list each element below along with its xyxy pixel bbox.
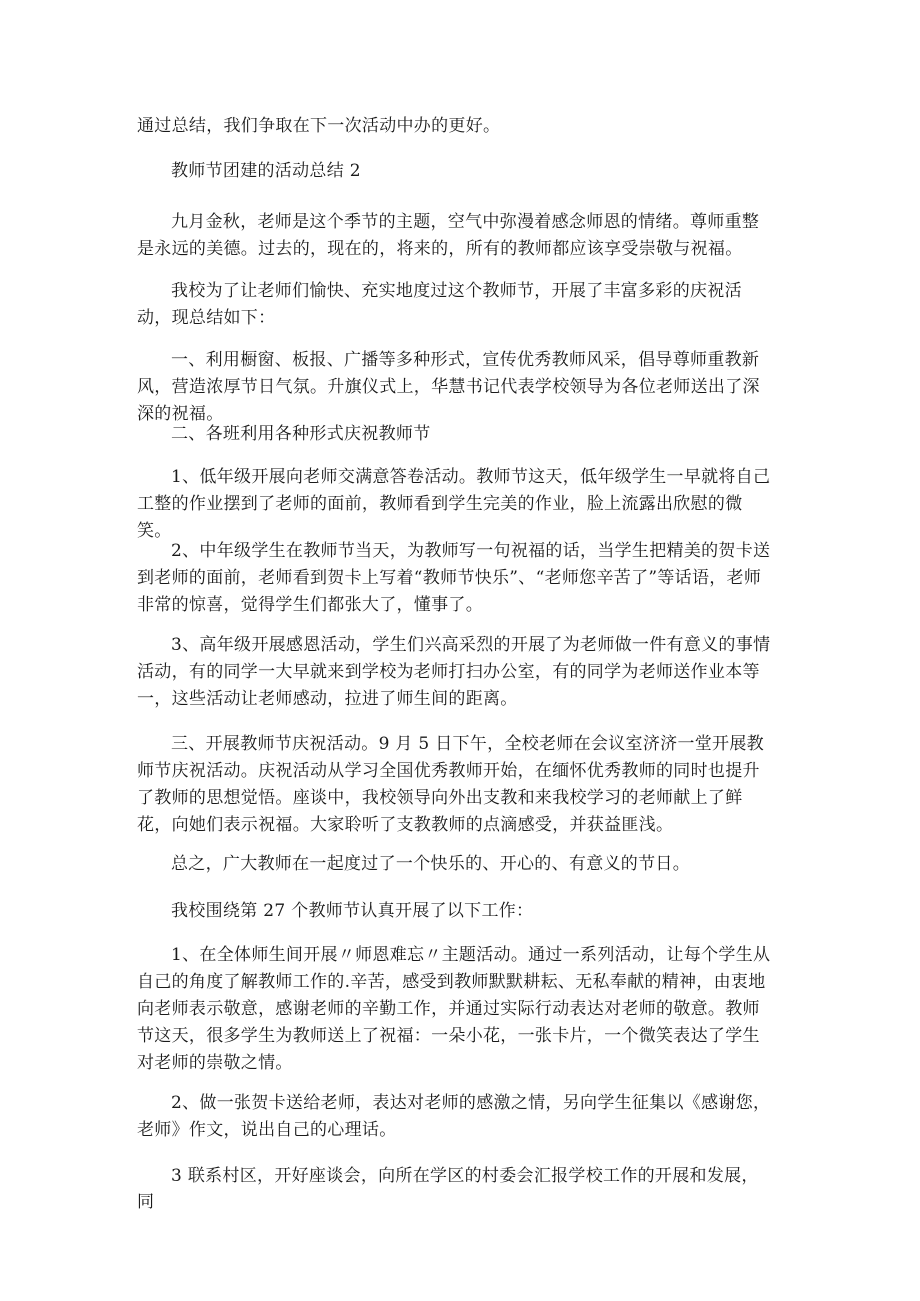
paragraph-grade-middle: 2、中年级学生在教师节当天，为教师写一句祝福的话，当学生把精美的贺卡送到老师的面前，老师看到贺卡上写着“教师节快乐”、“老师您辛苦了”等话语，老师非常的惊喜，觉得学生们都张大了，懂事了。: [137, 541, 771, 615]
paragraph-grade-low: 1、低年级开展向老师交满意答卷活动。教师节这天，低年级学生一早就将自己工整的作业摆到了老师的面前，教师看到学生完美的作业，脸上流露出欣慰的微笑。: [137, 467, 771, 541]
paragraph-grade-high: 3、高年级开展感恩活动，学生们兴高采烈的开展了为老师做一件有意义的事情活动，有的同学一大早就来到学校为老师打扫办公室，有的同学为老师送作业本等一，这些活动让老师感动，拉进了师生间的距离。: [137, 635, 771, 709]
section-heading: 教师节团建的活动总结 2: [171, 161, 361, 181]
paragraph-conclusion: 总之，广大教师在一起度过了一个快乐的、开心的、有意义的节日。: [171, 854, 690, 874]
paragraph-intro: 九月金秋，老师是这个季节的主题，空气中弥漫着感念师恩的情绪。尊师重整是永远的美德。过去的，现在的，将来的，所有的教师都应该享受崇敬与祝福。: [137, 212, 760, 259]
paragraph-item-three: 三、开展教师节庆祝活动。9 月 5 日下午，全校老师在会议室济济一堂开展教师节庆祝活动。庆祝活动从学习全国优秀教师开始，在缅怀优秀教师的同时也提升了教师的思想觉悟。座谈中，我校领导向外出支教和来我校学习的老师献上了鲜花，向她们表示祝福。大家聆听了支教教师的点滴感受，并获益匪浅。: [137, 734, 764, 835]
paragraph-summary-lead: 我校为了让老师们愉快、充实地度过这个教师节，开展了丰富多彩的庆祝活动，现总结如下：: [137, 281, 742, 328]
paragraph-work-three: 3 联系村区，开好座谈会，向所在学区的村委会汇报学校工作的开展和发展，同: [137, 1166, 759, 1212]
paragraph-item-one: 一、利用橱窗、板报、广播等多种形式，宣传优秀教师风采，倡导尊师重教新风，营造浓厚节日气氛。升旗仪式上，华慧书记代表学校领导为各位老师送出了深深的祝福。: [137, 350, 760, 424]
paragraph-work-intro: 我校围绕第 27 个教师节认真开展了以下工作：: [171, 901, 534, 921]
paragraph-item-two-heading: 二、各班利用各种形式庆祝教师节: [171, 424, 431, 444]
paragraph-closing-line: 通过总结，我们争取在下一次活动中办的更好。: [137, 116, 501, 136]
paragraph-work-one: 1、在全体师生间开展〃师恩难忘〃主题活动。通过一系列活动，让每个学生从自己的角度了解教师工作的.辛苦，感受到教师默默耕耘、无私奉献的精神，由衷地向老师表示敬意，感谢老师的辛勤工作，并通过实际行动表达对老师的敬意。教师节这天，很多学生为教师送上了祝福：一朵小花，一张卡片，一个微笑表达了学生对老师的崇敬之情。: [137, 945, 771, 1073]
paragraph-work-two: 2、做一张贺卡送给老师，表达对老师的感激之情，另向学生征集以《感谢您，老师》作文，说出自己的心理话。: [137, 1093, 771, 1140]
